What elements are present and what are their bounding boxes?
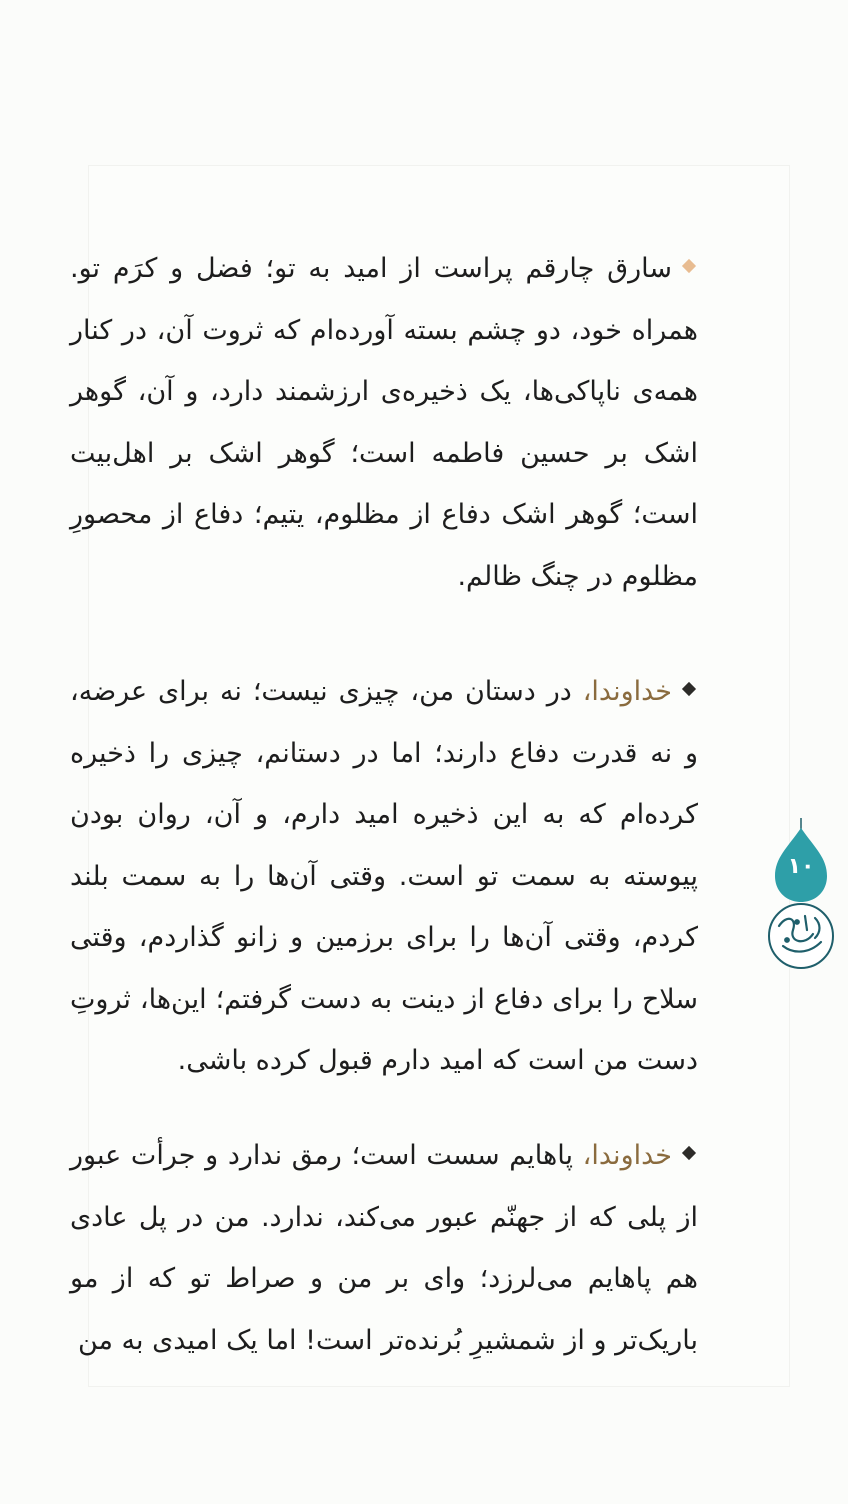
- page-marker: [757, 818, 845, 978]
- page-marker-shape: [757, 818, 845, 978]
- paragraph-3-text: پاهایم سست است؛ رمق ندارد و جرأت عبور از پلی که از جهنّم عبور می‌کند، ندارد. من در پل عادی هم پاهایم می‌لرزد؛ وای بر من و صراط تو که از مو باریک‌تر و از شمشیرِ بُرنده‌تر است! اما یک امیدی به من: [70, 1140, 698, 1356]
- diamond-bullet-icon: [682, 681, 696, 695]
- paragraph-1-text: سارق چارقم پراست از امید به تو؛ فضل و کرَم تو. همراه خود، دو چشم بسته آورده‌ام که ثروت آن، در کنار همه‌ی ناپاکی‌ها، یک ذخیره‌ی ارزشمند دارد، و آن، گوهر اشک بر حسین فاطمه است؛ گوهر اشک بر اهل‌بیت است؛ گوهر اشک دفاع از مظلوم، یتیم؛ دفاع از محصورِ مظلوم در چنگ ظالم.: [70, 253, 698, 592]
- page-number: ۱۰: [787, 854, 815, 879]
- paragraph-2: [70, 661, 698, 1092]
- diamond-bullet-icon: [682, 258, 696, 272]
- paragraph-2-lead: خداوندا،: [582, 676, 672, 707]
- paragraph-2-text: در دستان من، چیزی نیست؛ نه برای عرضه، و نه قدرت دفاع دارند؛ اما در دستانم، چیزی را ذخیره کرده‌ام که به این ذخیره امید دارم، و آن، روان بودن پیوسته به سمت تو است. وقتی آن‌ها را به سمت بلند کردم، وقتی آن‌ها را برای برزمین و زانو گذاردم، وقتی سلاح را برای دفاع از دینت به دست گرفتم؛ این‌ها، ثروتِ دست من است که امید دارم قبول کرده باشی.: [70, 676, 698, 1076]
- paragraph-3-lead: خداوندا،: [582, 1140, 672, 1171]
- diamond-bullet-icon: [682, 1145, 696, 1159]
- paragraph-3: [70, 1125, 698, 1371]
- paragraph-1: [70, 238, 698, 607]
